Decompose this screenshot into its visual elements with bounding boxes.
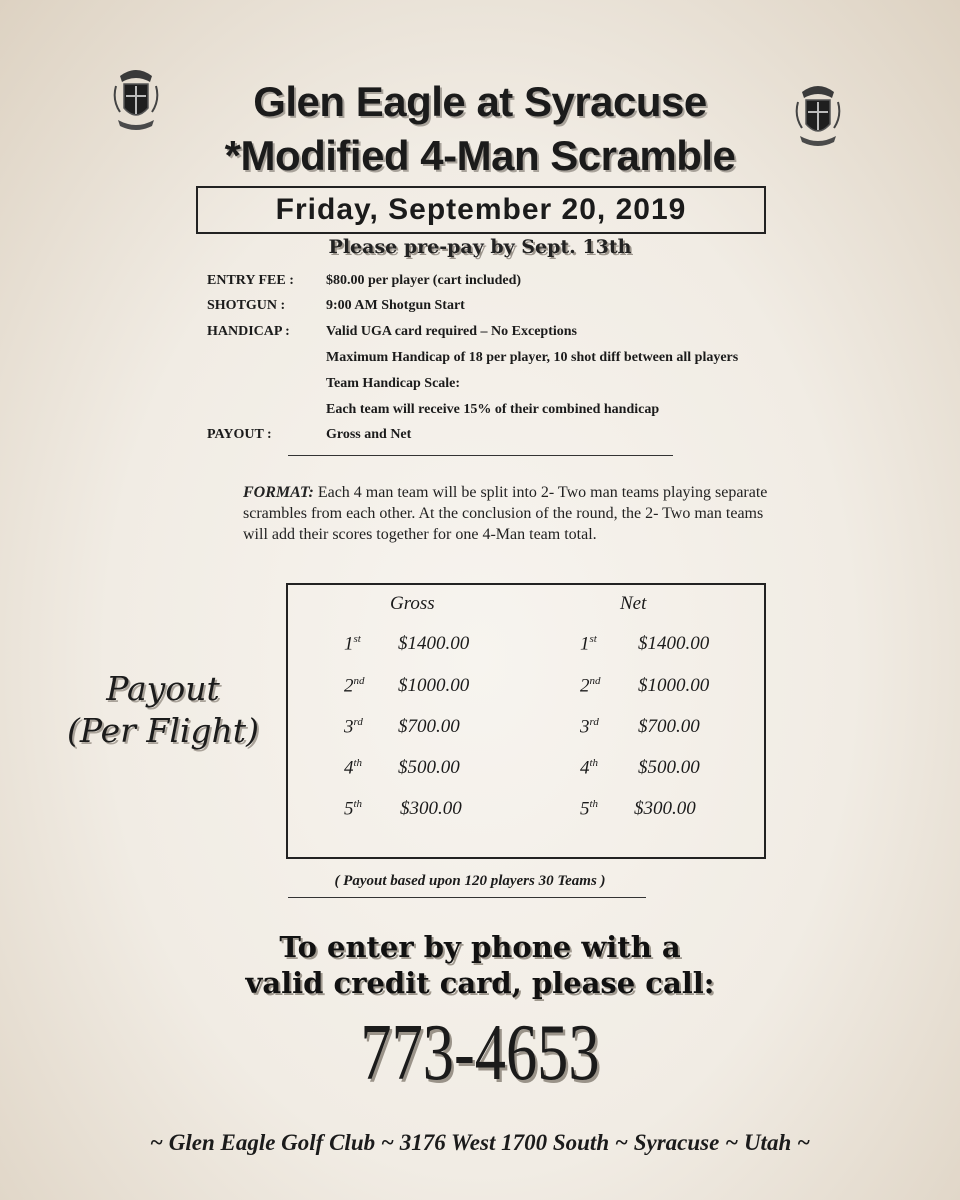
shotgun-value: 9:00 AM Shotgun Start: [326, 298, 465, 313]
payout-side-line1: Payout: [106, 669, 220, 708]
shotgun-label: SHOTGUN :: [207, 298, 286, 313]
handicap-value: Valid UGA card required – No Exceptions: [326, 324, 577, 339]
payout-note: ( Payout based upon 120 players 30 Teams ): [334, 873, 606, 889]
team-handicap-scale: Team Handicap Scale:: [326, 376, 461, 391]
gross-place-2: 2nd: [344, 675, 365, 697]
gross-place-4: 4th: [344, 757, 363, 779]
phone-entry-line1: To enter by phone with a: [279, 930, 681, 964]
divider: [288, 455, 673, 456]
format-text: Each 4 man team will be split into 2- Two man teams playing separate scrambles from each other. At the conclusion of the round, the 2- Two man teams will add their scores together for one 4-Man team total.: [243, 484, 768, 543]
phone-number[interactable]: 773-4653: [360, 1009, 600, 1097]
net-amount-4: $500.00: [638, 757, 700, 778]
event-date: Friday, September 20, 2019: [196, 186, 766, 234]
gross-amount-1: $1400.00: [398, 633, 470, 654]
format-label: FORMAT:: [243, 484, 314, 501]
format-paragraph: [243, 482, 773, 545]
gross-heading: Gross: [390, 593, 435, 614]
payout-label: PAYOUT :: [207, 427, 272, 442]
net-amount-5: $300.00: [634, 798, 696, 819]
gross-amount-2: $1000.00: [398, 675, 470, 696]
net-place-2: 2nd: [580, 675, 601, 697]
divider: [288, 897, 646, 898]
net-place-5: 5th: [580, 798, 599, 820]
handicap-max: Maximum Handicap of 18 per player, 10 shot diff between all players: [326, 350, 739, 365]
event-subtitle: *Modified 4-Man Scramble: [224, 132, 736, 179]
prepay-notice: Please pre-pay by Sept. 13th: [328, 236, 632, 258]
payout-table: [286, 583, 766, 859]
entry-fee-value: $80.00 per player (cart included): [326, 273, 522, 288]
payout-value: Gross and Net: [326, 427, 412, 442]
team-handicap-rule: Each team will receive 15% of their combined handicap: [326, 402, 660, 417]
club-address: ~ Glen Eagle Golf Club ~ 3176 West 1700 South ~ Syracuse ~ Utah ~: [149, 1130, 811, 1155]
gross-amount-4: $500.00: [398, 757, 460, 778]
gross-place-3: 3rd: [344, 716, 363, 738]
net-amount-1: $1400.00: [638, 633, 710, 654]
net-amount-2: $1000.00: [638, 675, 710, 696]
gross-amount-5: $300.00: [400, 798, 462, 819]
entry-fee-label: ENTRY FEE :: [207, 273, 294, 288]
handicap-label: HANDICAP :: [207, 324, 290, 339]
net-place-1: 1st: [580, 633, 597, 655]
net-amount-3: $700.00: [638, 716, 700, 737]
payout-per-flight: [48, 668, 278, 752]
net-place-3: 3rd: [580, 716, 599, 738]
gross-place-5: 5th: [344, 798, 363, 820]
event-title: Glen Eagle at Syracuse: [253, 78, 707, 125]
net-heading: Net: [620, 593, 647, 614]
payout-side-line2: (Per Flight): [67, 711, 259, 750]
net-place-4: 4th: [580, 757, 599, 779]
phone-entry-line2: valid credit card, please call:: [245, 966, 715, 1000]
gross-amount-3: $700.00: [398, 716, 460, 737]
gross-place-1: 1st: [344, 633, 361, 655]
